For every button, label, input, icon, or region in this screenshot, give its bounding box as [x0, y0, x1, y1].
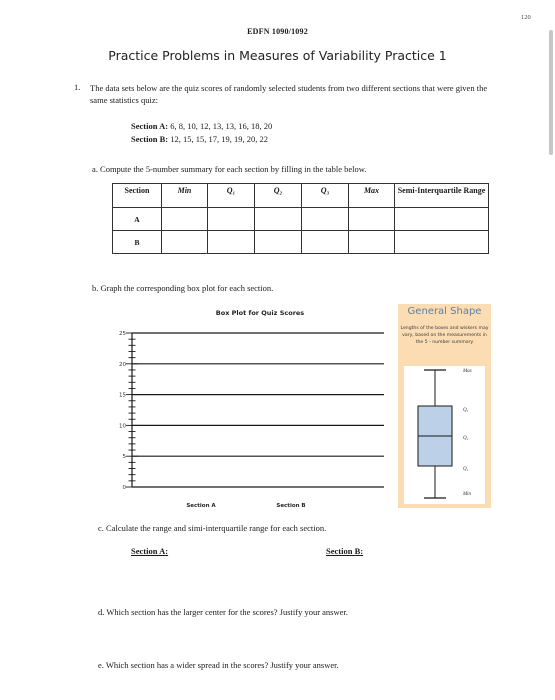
- general-shape-title: General Shape: [407, 306, 482, 317]
- general-shape-diagram: [404, 366, 485, 504]
- question-text: The data sets below are the quiz scores of randomly selected students from two different sections that were given the same statistics quiz:: [90, 83, 488, 105]
- header-q3: Q₃: [302, 184, 349, 208]
- question-number: 1.: [74, 82, 81, 92]
- header-max: Max: [349, 184, 395, 208]
- shape-label: Q₃: [463, 408, 469, 413]
- general-shape-description: Lengths of the boxes and wiskers may vary, based on the measurements in the 5 - number summary: [400, 326, 489, 345]
- header-siqr: Semi-Interquartile Range: [395, 184, 489, 208]
- chart-layer: [119, 331, 384, 509]
- shape-label: Q₁: [463, 467, 469, 472]
- y-tick-label: 10: [119, 423, 126, 430]
- header-section: Section: [113, 184, 162, 208]
- page-title: Practice Problems in Measures of Variability Practice 1: [108, 48, 447, 63]
- part-b-text: b. Graph the corresponding box plot for each section.: [92, 283, 274, 293]
- section-b-label: Section B:: [131, 134, 169, 144]
- part-d-text: d. Which section has the larger center for the scores? Justify your answer.: [98, 607, 348, 617]
- y-tick-label: 0: [122, 485, 126, 491]
- header-min: Min: [162, 184, 208, 208]
- section-a-answer-label: Section A:: [131, 546, 169, 556]
- y-tick-label: 20: [119, 361, 126, 368]
- part-a-text: a. Compute the 5-number summary for each section by filling in the table below.: [92, 164, 367, 174]
- x-category-label: Section A: [186, 503, 216, 509]
- section-b-values: 12, 15, 15, 17, 19, 19, 20, 22: [170, 134, 268, 144]
- header-q2: Q₂: [255, 184, 302, 208]
- y-tick-label: 25: [119, 331, 126, 337]
- row-label: A: [113, 208, 162, 231]
- x-category-label: Section B: [276, 503, 306, 509]
- page-number: 120: [521, 14, 531, 21]
- section-b-answer-label: Section B:: [326, 546, 364, 556]
- shape-label: Min: [463, 492, 472, 497]
- shape-layer: [418, 369, 473, 498]
- row-label: B: [113, 231, 162, 254]
- part-c-text: c. Calculate the range and simi-interquartile range for each section.: [98, 523, 327, 533]
- shape-label: Max: [463, 369, 472, 374]
- header-q1: Q₁: [208, 184, 255, 208]
- section-a-label: Section A:: [131, 121, 169, 131]
- course-code: EDFN 1090/1092: [247, 27, 308, 36]
- y-tick-label: 15: [119, 392, 126, 399]
- y-tick-label: 5: [122, 454, 126, 461]
- section-a-values: 6, 8, 10, 12, 13, 13, 16, 18, 20: [170, 121, 273, 131]
- shape-label: Q₂: [463, 436, 469, 441]
- chart-title: Box Plot for Quiz Scores: [215, 309, 305, 317]
- part-e-text: e. Which section has a wider spread in the scores? Justify your answer.: [98, 660, 339, 670]
